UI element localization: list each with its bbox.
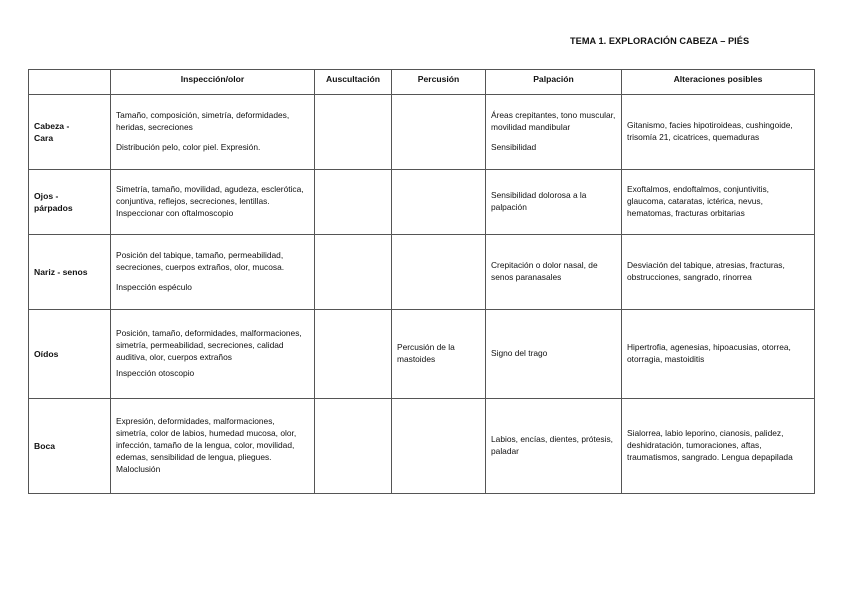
text-line: Áreas crepitantes, tono muscular, movilidad mandibular [491,110,616,133]
cell-palpacion [486,170,622,235]
cell-palpacion [486,95,622,170]
document-title: TEMA 1. EXPLORACIÓN CABEZA – PIÉS [570,36,750,46]
cell-inspeccion [111,95,315,170]
text-line: Tamaño, composición, simetría, deformidades, heridas, secreciones [116,110,290,133]
table-row [29,399,815,494]
text-line: Simetría, tamaño, movilidad, agudeza, esclerótica, conjuntiva, reflejos, secreciones, lentillas. Inspeccionar con oftalmoscopio [116,184,304,218]
cell-auscultacion [315,310,392,399]
cell-alteraciones: Desviación del tabique, atresias, fracturas, obstrucciones, sangrado, rinorrea [622,235,815,310]
cell-auscultacion [315,170,392,235]
cell-percusion [392,95,486,170]
row-region: Oídos [29,310,111,399]
cell-auscultacion [315,399,392,494]
cell-percusion [392,235,486,310]
text-line: Posición, tamaño, deformidades, malformaciones, simetría, permeabilidad, secreciones, calidad auditiva, olor, cuerpos extraños [116,327,302,362]
header-auscultacion: Auscultación [315,70,392,95]
cell-palpacion [486,399,622,494]
cell-alteraciones: Gitanismo, facies hipotiroideas, cushingoide, trisomía 21, cicatrices, quemaduras [622,95,815,170]
header-inspeccion: Inspección/olor [111,70,315,95]
exploration-table [28,69,815,494]
cell-alteraciones: Hipertrofia, agenesias, hipoacusias, otorrea, otorragia, mastoiditis [622,310,815,399]
text-line: Sensibilidad dolorosa a la palpación [491,190,587,212]
cell-palpacion [486,235,622,310]
row-region: Boca [29,399,111,494]
text-line: Distribución pelo, color piel. Expresión. [116,141,261,152]
header-percusion: Percusión [392,70,486,95]
cell-percusion: Percusión de la mastoides [392,310,486,399]
table-row [29,95,815,170]
table-header-row [29,70,815,95]
cell-percusion [392,170,486,235]
header-palpacion: Palpación [486,70,622,95]
cell-inspeccion [111,235,315,310]
cell-palpacion [486,310,622,399]
cell-auscultacion [315,235,392,310]
row-region: Ojos - párpados [29,170,111,235]
cell-inspeccion [111,399,315,494]
row-region: Cabeza - Cara [29,95,111,170]
text-line: Signo del trago [491,348,548,359]
cell-auscultacion [315,95,392,170]
header-empty [29,70,111,95]
header-alteraciones: Alteraciones posibles [622,70,815,95]
text-line: Labios, encías, dientes, prótesis, paladar [491,434,613,456]
text-line: Posición del tabique, tamaño, permeabilidad, secreciones, cuerpos extraños, olor, mucosa. [116,250,285,273]
cell-percusion [392,399,486,494]
cell-inspeccion [111,170,315,235]
table-row [29,170,815,235]
table-row [29,310,815,399]
row-region: Nariz - senos [29,235,111,310]
cell-inspeccion [111,310,315,399]
table-row [29,235,815,310]
text-line: Sensibilidad [491,141,537,152]
text-line: Inspección espéculo [116,281,192,292]
text-line: Crepitación o dolor nasal, de senos paranasales [491,260,598,282]
text-line: Inspección otoscopio [116,368,195,379]
text-line: Expresión, deformidades, malformaciones, simetría, color de labios, humedad mucosa, olor, infección, tamaño de la lengua, color, movilidad, edemas, sensibilidad de lengua, pliegues. Maloclusión [116,416,297,474]
cell-alteraciones: Sialorrea, labio leporino, cianosis, palidez, deshidratación, tumoraciones, aftas, traumatismos, sangrado. Lengua depapilada [622,399,815,494]
cell-alteraciones: Exoftalmos, endoftalmos, conjuntivitis, glaucoma, cataratas, ictérica, nevus, hematomas, fracturas orbitarias [622,170,815,235]
